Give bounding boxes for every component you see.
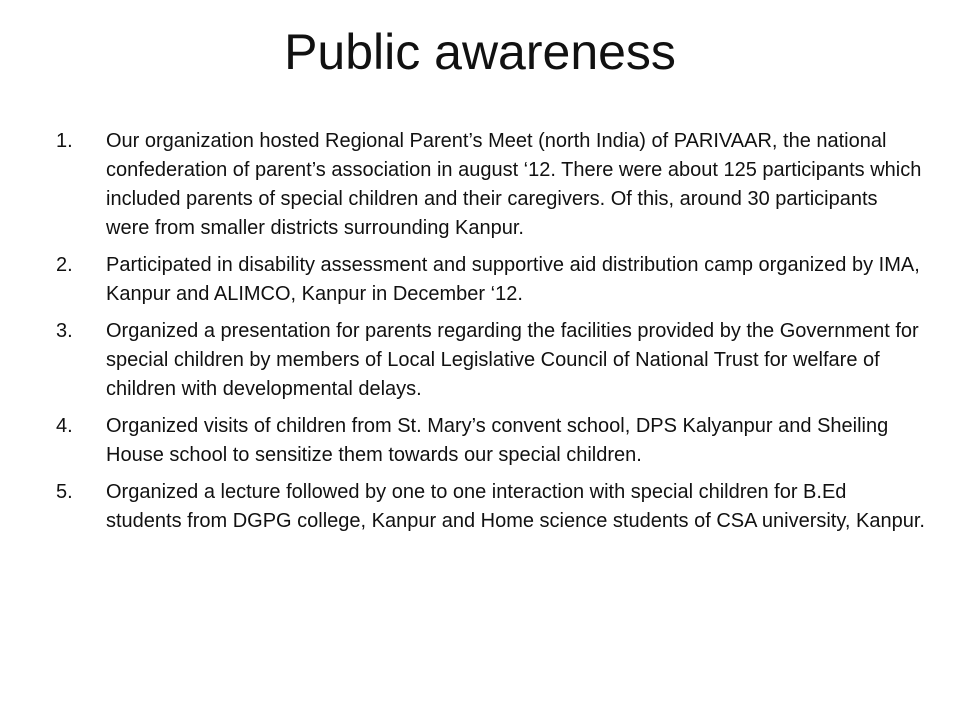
awareness-list [56,127,926,544]
list-item-text: Our organization hosted Regional Parent’s Meet (north India) of PARIVAAR, the national confederation of parent’s association in august ‘12. There were about 125 participants which included parents of special children and their caregivers. Of this, around 30 participants were from smaller districts surrounding Kanpur. [106,130,922,239]
list-item-text: Organized a presentation for parents regarding the facilities provided by the Government for special children by members of Local Legislative Council of National Trust for welfare of children with developmental delays. [106,320,919,400]
list-item [56,251,926,309]
list-item [56,317,926,404]
list-item-number: 2. [56,254,73,276]
slide-title: Public awareness [284,24,676,80]
list-item [56,127,926,243]
list-item-text: Organized visits of children from St. Mary’s convent school, DPS Kalyanpur and Sheiling House school to sensitize them towards our special children. [106,415,889,466]
list-item-number: 1. [56,130,73,152]
list-item-text: Participated in disability assessment and supportive aid distribution camp organized by IMA, Kanpur and ALIMCO, Kanpur in December ‘12. [106,254,920,305]
list-item [56,412,926,470]
list-item-number: 4. [56,415,73,437]
list-item-text: Organized a lecture followed by one to one interaction with special children for B.Ed students from DGPG college, Kanpur and Home science students of CSA university, Kanpur. [106,481,925,532]
list-item-number: 3. [56,320,73,342]
list-item-number: 5. [56,481,73,503]
list-item [56,478,926,536]
